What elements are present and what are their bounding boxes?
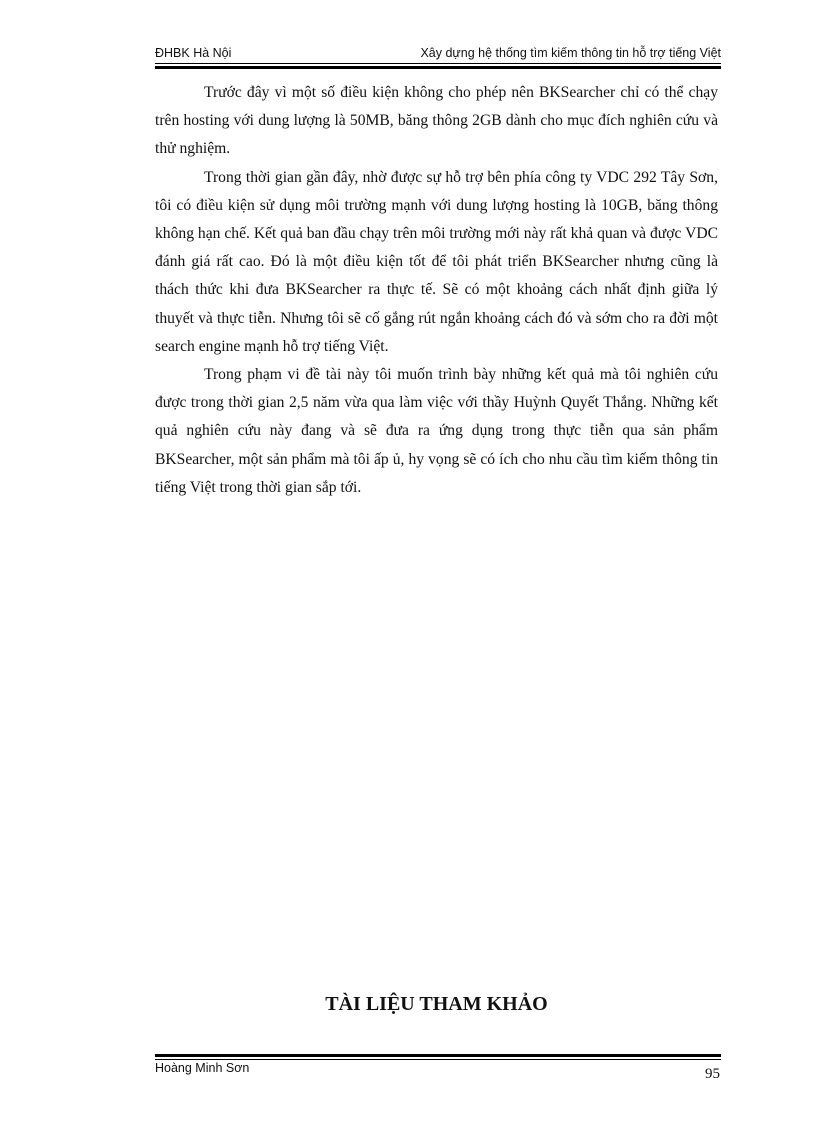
header-document-title: Xây dựng hệ thống tìm kiếm thông tin hỗ trợ tiếng Việt (420, 46, 721, 60)
paragraph: Trong thời gian gần đây, nhờ được sự hỗ trợ bên phía công ty VDC 292 Tây Sơn, tôi có điều kiện sử dụng môi trường mạnh với dung lượng hosting là 10GB, băng thông không hạn chế. Kết quả ban đầu chạy trên môi trường mới này rất khả quan và được VDC đánh giá rất cao. Đó là một điều kiện tốt để tôi phát triển BKSearcher nhưng cũng là thách thức khi đưa BKSearcher ra thực tế. Sẽ có một khoảng cách nhất định giữa lý thuyết và thực tiễn. Nhưng tôi sẽ cố gắng rút ngắn khoảng cách đó và sớm cho ra đời một search engine mạnh hỗ trợ tiếng Việt. (155, 168, 718, 355)
header-institution: ĐHBK Hà Nội (155, 46, 232, 60)
footer-rule-thin (155, 1059, 721, 1060)
paragraph: Trước đây vì một số điều kiện không cho phép nên BKSearcher chỉ có thể chạy trên hosting với dung lượng là 50MB, băng thông 2GB dành cho mục đích nghiên cứu và thử nghiệm. (155, 84, 718, 158)
body-text (155, 79, 718, 502)
header-rule-thin (155, 63, 721, 64)
footer-rule-thick (155, 1054, 721, 1057)
footer-author: Hoàng Minh Sơn (155, 1061, 250, 1075)
paragraph: Trong phạm vi đề tài này tôi muốn trình bày những kết quả mà tôi nghiên cứu được trong thời gian 2,5 năm vừa qua làm việc với thầy Huỳnh Quyết Thắng. Những kết quả nghiên cứu này đang và sẽ đưa ra ứng dụng trong thực tiễn qua sản phẩm BKSearcher, một sản phẩm mà tôi ấp ủ, hy vọng sẽ có ích cho nhu cầu tìm kiếm thông tin tiếng Việt trong thời gian sắp tới. (155, 366, 718, 496)
header-rule-thick (155, 66, 721, 69)
section-title: TÀI LIỆU THAM KHẢO (325, 993, 548, 1015)
page-number: 95 (705, 1066, 720, 1082)
